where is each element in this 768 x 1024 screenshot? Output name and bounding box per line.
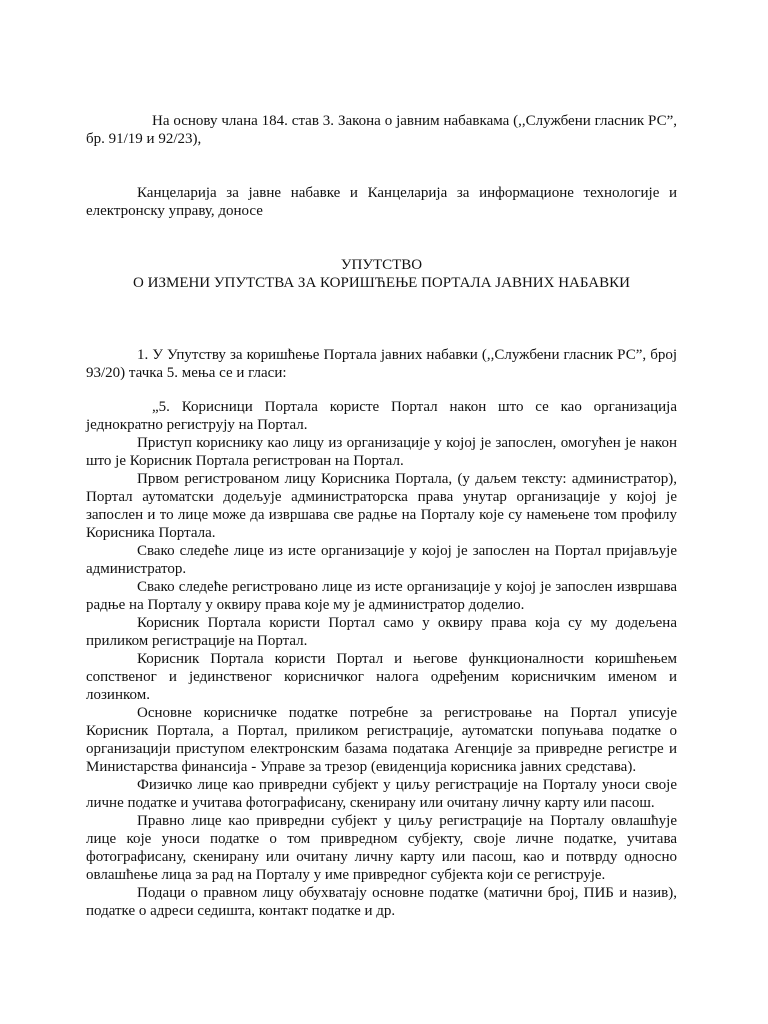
issuers-paragraph: Канцеларија за јавне набавке и Канцеларија за информационе технологије и електронску управу, доносе bbox=[86, 185, 677, 219]
paragraph-6: Корисник Портала користи Портал само у оквиру права која су му додељена приликом регистрације на Портал. bbox=[86, 615, 677, 649]
paragraph-5: Свако следеће регистровано лице из исте организације у којој је запослен извршава радње на Порталу у оквиру права које му је администратор доделио. bbox=[86, 579, 677, 613]
paragraph-3: Првом регистрованом лицу Корисника Портала, (у даљем тексту: администратор), Портал аутоматски додељује администраторска права унутар организације у којој је запослен и то лице може да извршава све радње на Порталу које су намењене том профилу Корисника Портала. bbox=[86, 471, 677, 541]
preamble-paragraph: На основу члана 184. став 3. Закона о јавним набавкама (,,Службени гласник РС”, бр. 91/19 и 92/23), bbox=[86, 113, 677, 147]
amended-text bbox=[86, 398, 677, 920]
document-title bbox=[86, 256, 677, 292]
paragraph-7: Корисник Портала користи Портал и његове функционалности коришћењем сопственог и јединственог корисничког налога одређеним корисничким именом и лозинком. bbox=[86, 651, 677, 703]
paragraph-4: Свако следеће лице из исте организације у којој је запослен на Портал пријављује администратор. bbox=[86, 543, 677, 577]
paragraph-8: Основне корисничке податке потребне за регистровање на Портал уписује Корисник Портала, а Портал, приликом регистрације, аутоматски попуњава податке о организацији приступом електронским базама података Агенције за привредне регистре и Министарства финансија - Управе за трезор (евиденција корисника јавних средстава). bbox=[86, 705, 677, 775]
title-line-2: О ИЗМЕНИ УПУТСТВА ЗА КОРИШЋЕЊЕ ПОРТАЛА ЈАВНИХ НАБАВКИ bbox=[133, 275, 630, 291]
paragraph-10: Правно лице као привредни субјект у циљу регистрације на Порталу овлашћује лице које уноси податке о том привредном субјекту, своје личне податке, учитава фотографисану, скенирану или очитану личну карту или пасош, као и потврду односно овлашћење лица за рад на Порталу у име привредног субјекта који се региструје. bbox=[86, 813, 677, 883]
item-1-paragraph: 1. У Упутству за коришћење Портала јавних набавки (,,Службени гласник РС”, број 93/20) тачка 5. мења се и гласи: bbox=[86, 347, 677, 381]
paragraph-11: Подаци о правном лицу обухватају основне податке (матични број, ПИБ и назив), податке о адреси седишта, контакт податке и др. bbox=[86, 885, 677, 919]
title-line-1: УПУТСТВО bbox=[340, 257, 423, 273]
paragraph-2: Приступ кориснику као лицу из организације у којој је запослен, омогућен је након што је Корисник Портала регистрован на Портал. bbox=[86, 435, 677, 469]
paragraph-9: Физичко лице као привредни субјект у циљу регистрације на Порталу уноси своје личне податке и учитава фотографисану, скенирану или очитану личну карту или пасош. bbox=[86, 777, 677, 811]
paragraph-1: „5. Корисници Портала користе Портал након што се као организација једнократно региструју на Портал. bbox=[86, 399, 677, 433]
